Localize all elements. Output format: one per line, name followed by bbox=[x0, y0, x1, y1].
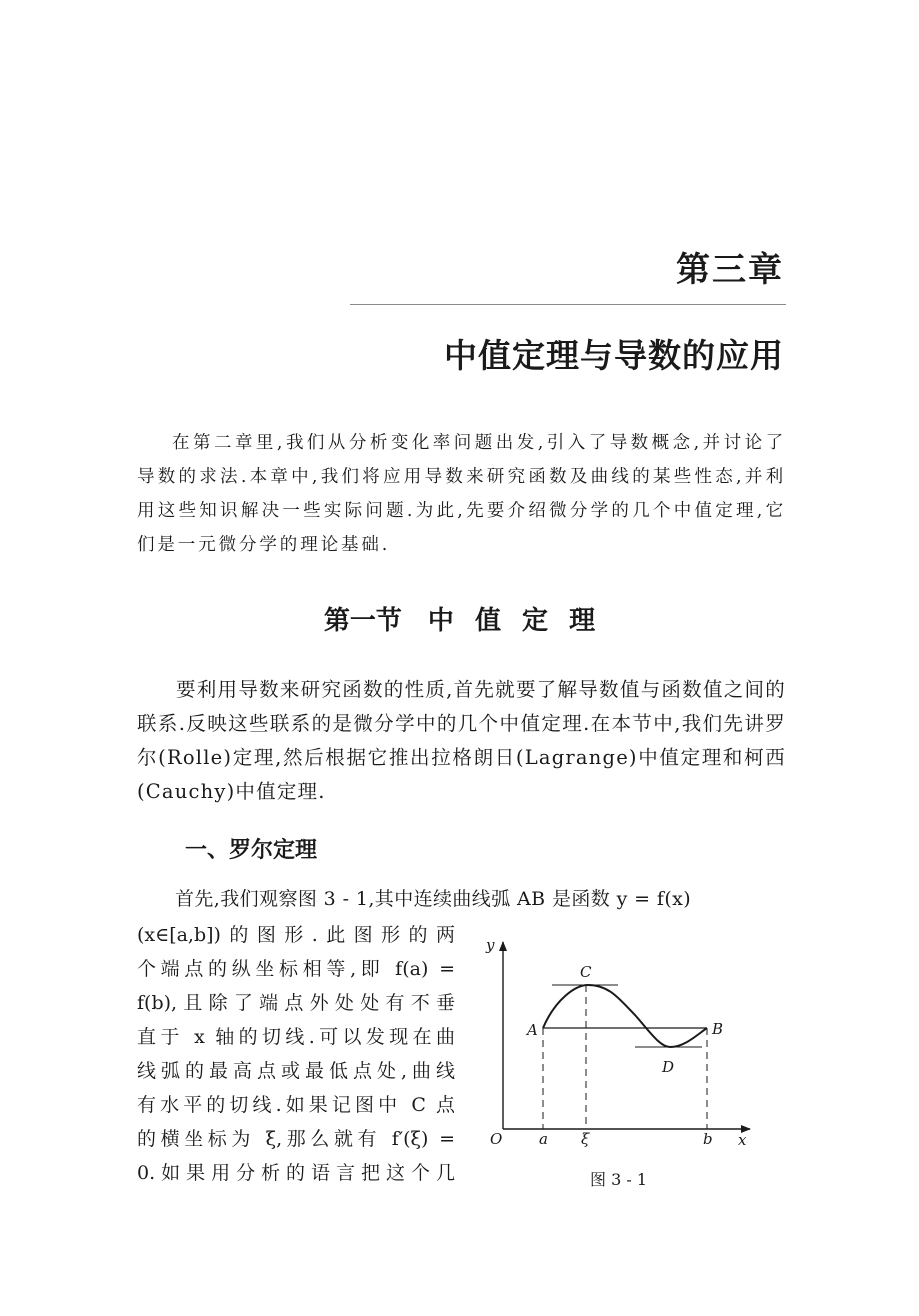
chapter-divider bbox=[350, 304, 786, 305]
rolle-first-line-text: 首先,我们观察图 3 - 1,其中连续曲线弧 AB 是函数 y = f(x) bbox=[175, 888, 692, 910]
point-d-label: D bbox=[662, 1058, 675, 1076]
chapter-label: 第三章 bbox=[676, 250, 784, 290]
paragraph-line: 线弧的最高点或最低点处,曲线 bbox=[137, 1060, 455, 1082]
paragraph-line: (x∈[a,b])的图形.此图形的两 bbox=[137, 924, 455, 946]
subsection-title: 一、罗尔定理 bbox=[185, 838, 318, 863]
rolle-figure bbox=[470, 922, 770, 1152]
tick-xi-label: ξ bbox=[581, 1130, 590, 1148]
tick-a-label: a bbox=[539, 1130, 548, 1148]
intro-paragraph bbox=[137, 426, 786, 562]
intro-text: 在第二章里,我们从分析变化率问题出发,引入了导数概念,并讨论了导数的求法.本章中,我们将应用导数来研究函数及曲线的某些性态,并利用这些知识解决一些实际问题.为此,先要介绍微分学的几个中值定理,它们是一元微分学的理论基础. bbox=[137, 433, 786, 555]
figure-caption: 图 3 - 1 bbox=[590, 1170, 648, 1189]
section-paragraph bbox=[137, 673, 786, 809]
point-c-label: C bbox=[580, 963, 592, 981]
rolle-first-line bbox=[137, 882, 786, 916]
tick-b-label: b bbox=[703, 1130, 713, 1148]
paragraph-line: 直于 x 轴的切线.可以发现在曲 bbox=[137, 1026, 455, 1048]
x-axis-label: x bbox=[738, 1131, 747, 1149]
section-text: 要利用导数来研究函数的性质,首先就要了解导数值与函数值之间的联系.反映这些联系的是微分学中的几个中值定理.在本节中,我们先讲罗尔(Rolle)定理,然后根据它推出拉格朗日(Lagrange)中值定理和柯西(Cauchy)中值定理. bbox=[137, 678, 786, 803]
paragraph-line: 有水平的切线.如果记图中 C 点 bbox=[137, 1094, 455, 1116]
point-b-label: B bbox=[712, 1020, 724, 1038]
point-a-label: A bbox=[527, 1021, 538, 1039]
origin-label: O bbox=[490, 1130, 503, 1148]
chapter-title: 中值定理与导数的应用 bbox=[444, 336, 784, 375]
curve-ab bbox=[543, 985, 707, 1047]
section-title: 第一节 中 值 定 理 bbox=[323, 606, 596, 636]
paragraph-line: f(b),且除了端点外处处有不垂 bbox=[137, 992, 455, 1014]
rolle-wrapped-paragraph bbox=[137, 918, 455, 1190]
paragraph-line: 个端点的纵坐标相等,即 f(a) = bbox=[137, 958, 455, 980]
paragraph-line: 0.如果用分析的语言把这个几 bbox=[137, 1162, 455, 1184]
paragraph-line: 的横坐标为 ξ,那么就有 f′(ξ) = bbox=[137, 1128, 455, 1150]
y-axis-label: y bbox=[486, 936, 495, 954]
